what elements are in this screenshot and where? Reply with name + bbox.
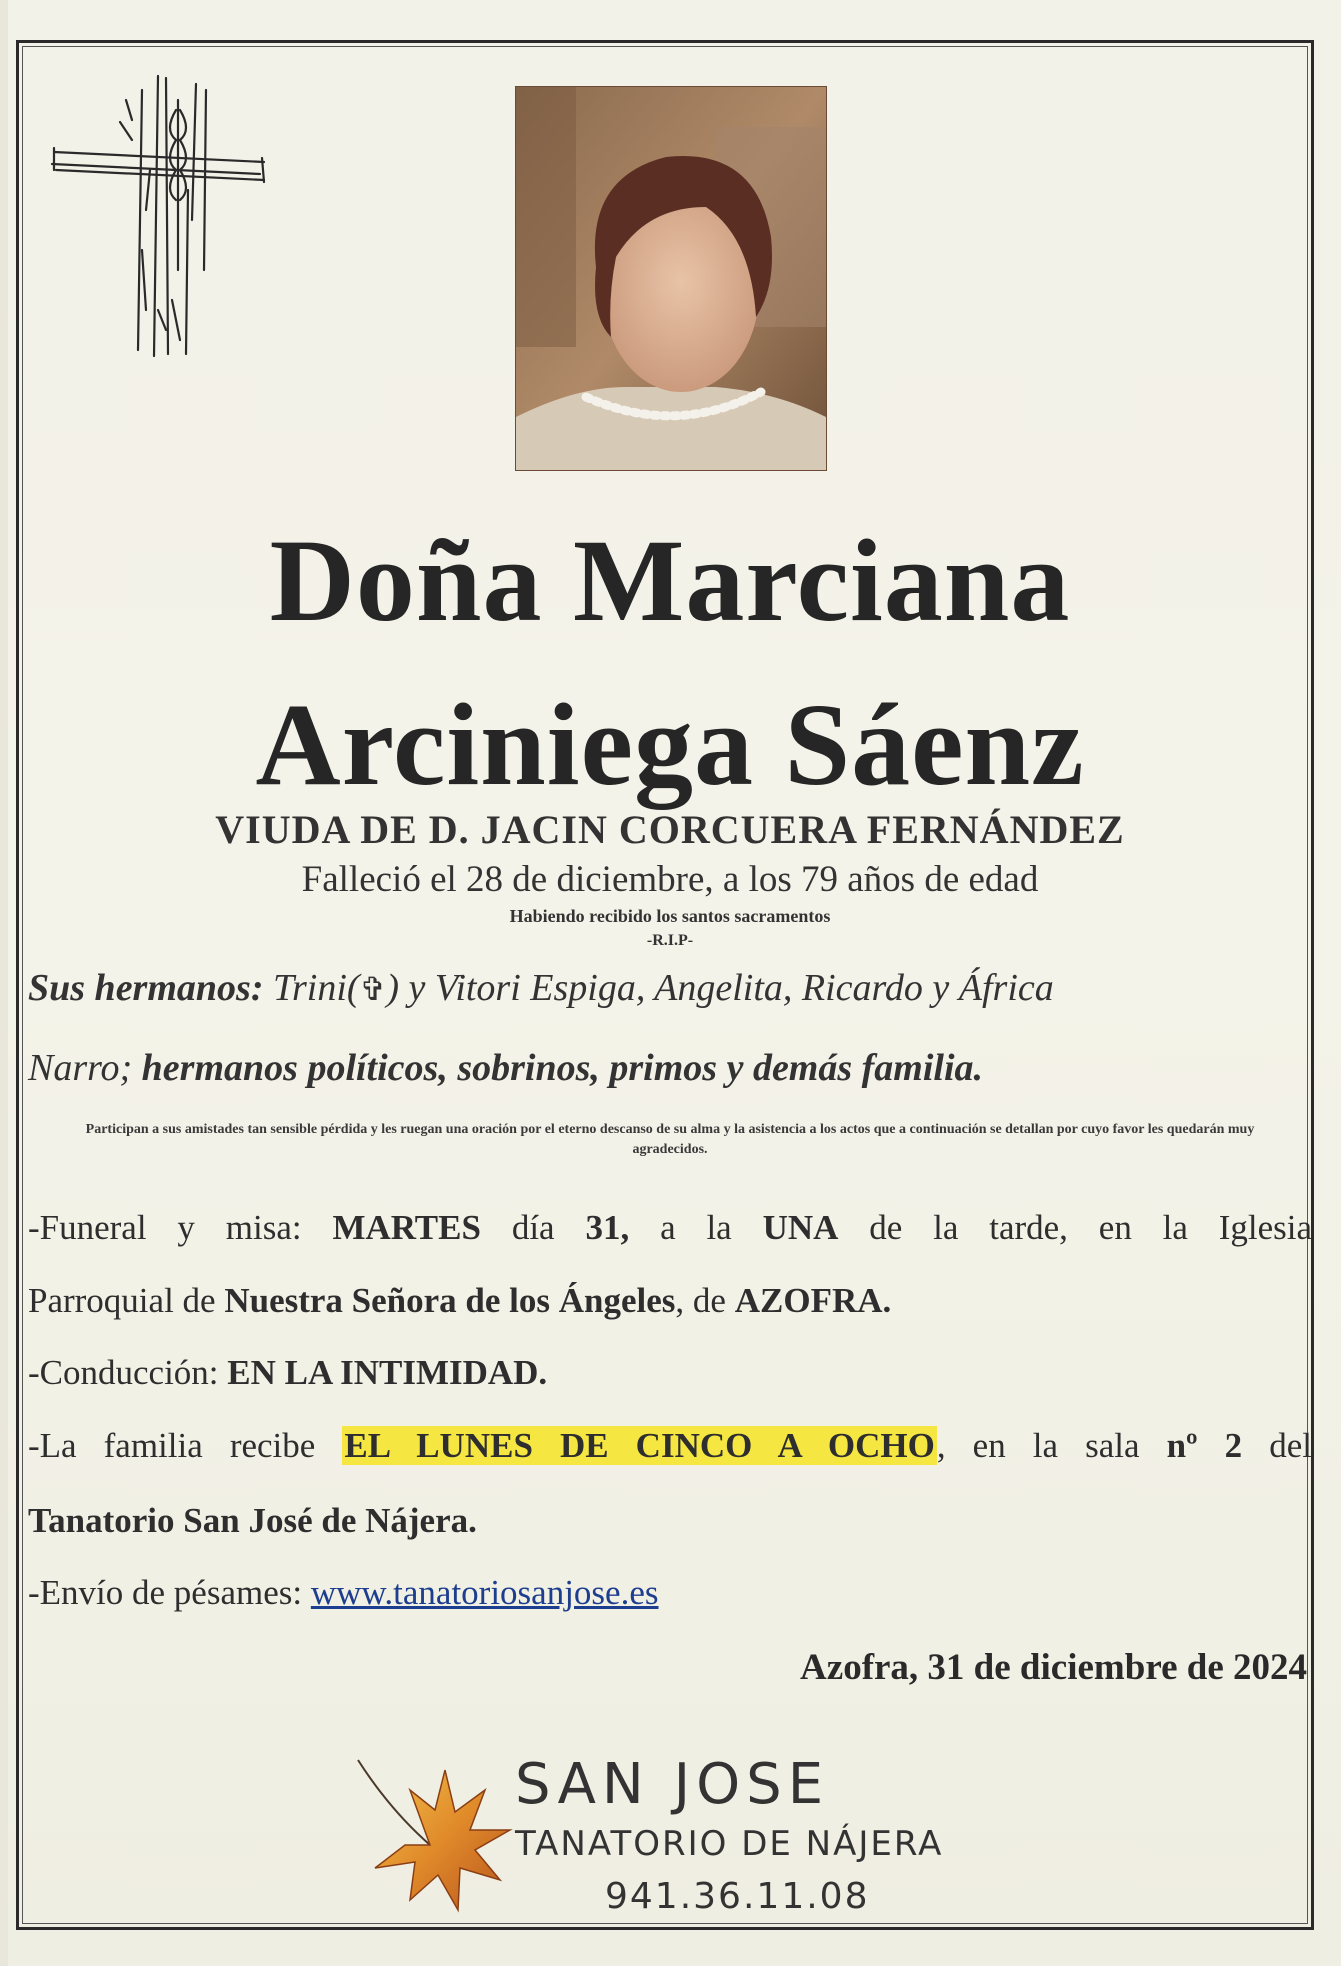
place-date: Azofra, 31 de diciembre de 2024 (800, 1647, 1307, 1688)
widow-line: VIUDA DE D. JACIN CORCUERA FERNÁNDEZ (215, 807, 1125, 852)
family-line-2 (28, 1046, 1312, 1090)
logo-name: SAN JOSE (515, 1752, 830, 1817)
death-line: Falleció el 28 de diciembre, a los 79 años de edad (301, 859, 1039, 900)
portrait-photo (515, 86, 827, 471)
family-line-1 (28, 966, 1312, 1010)
conduccion-label: -Conducción: (28, 1353, 219, 1392)
tanatorio-line (28, 1501, 1312, 1541)
maple-leaf-icon (350, 1750, 520, 1920)
tanatorio-place: Tanatorio San José de Nájera. (28, 1501, 477, 1540)
recibe-room: nº 2 (1166, 1426, 1243, 1465)
funeral-de: , de (675, 1281, 726, 1320)
funeral-label: -Funeral y misa: (28, 1208, 302, 1247)
recibe-rest-a: , en la sala (936, 1426, 1140, 1465)
siblings-label: Sus hermanos: (28, 967, 264, 1009)
siblings-text-b: ) y Vitori Espiga, Angelita, Ricardo y África (386, 967, 1054, 1009)
logo-phone: 941.36.11.08 (605, 1876, 870, 1917)
funeral-parroquial: Parroquial de (28, 1281, 216, 1320)
family-relatives: hermanos políticos, sobrinos, primos y demás familia. (141, 1047, 984, 1089)
pesames-label: -Envío de pésames: (28, 1573, 303, 1612)
conduccion-line (28, 1353, 1312, 1393)
town-name: AZOFRA. (734, 1281, 892, 1320)
funeral-rest: de la tarde, en la Iglesia (869, 1208, 1313, 1247)
conduccion-value: EN LA INTIMIDAD. (227, 1353, 548, 1392)
funeral-a-la: a la (660, 1208, 732, 1247)
funeral-line-2 (28, 1281, 1312, 1321)
recibe-rest-b: del (1269, 1426, 1313, 1465)
church-name: Nuestra Señora de los Ángeles (224, 1281, 676, 1320)
recibe-highlight: EL LUNES DE CINCO A OCHO (344, 1426, 935, 1465)
cross-glyph-icon: ✞ (359, 970, 387, 1008)
recibe-line (28, 1426, 1312, 1466)
funeral-num: 31, (585, 1208, 630, 1247)
logo-subtitle: TANATORIO DE NÁJERA (515, 1824, 944, 1864)
funeral-hour: UNA (762, 1208, 839, 1247)
recibe-label: -La familia recibe (28, 1426, 316, 1465)
family-surname: Narro; (28, 1047, 133, 1089)
rip-line: -R.I.P- (646, 932, 694, 949)
sacraments-line: Habiendo recibido los santos sacramentos (509, 906, 831, 926)
funeral-dia: día (511, 1208, 555, 1247)
deceased-name-line1: Doña Marciana (269, 515, 1071, 646)
pesames-line (28, 1573, 1312, 1613)
deceased-name-line2: Arciniega Sáenz (255, 679, 1085, 810)
participan-text: Participan a sus amistades tan sensible pérdida y les ruegan una oración por el eterno descanso de su alma y la asistencia a los actos que a continuación se detallan por cuyo favor les quedarán muy agradecidos. (85, 1122, 1255, 1157)
funeral-line-1 (28, 1208, 1312, 1248)
siblings-text-a: Trini( (272, 967, 360, 1009)
wheat-cross-icon (46, 70, 270, 360)
pesames-link[interactable]: www.tanatoriosanjose.es (310, 1573, 659, 1612)
funeral-day: MARTES (332, 1208, 481, 1247)
